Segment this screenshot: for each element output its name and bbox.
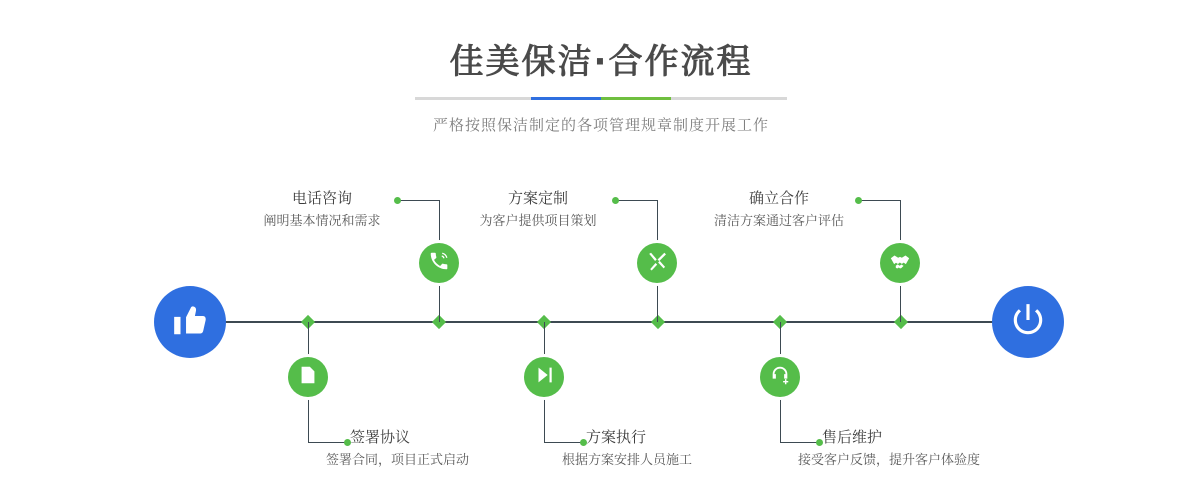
document-edit-icon <box>297 364 319 391</box>
play-forward-icon <box>533 364 555 391</box>
headset-support-icon <box>769 364 791 391</box>
connector-line-step-3 <box>616 200 657 201</box>
step-desc: 根据方案安排人员施工 <box>562 453 693 468</box>
connector-dot-step-5 <box>855 197 862 204</box>
tools-icon <box>646 250 668 277</box>
phone-call-icon <box>428 250 450 277</box>
step-title: 方案执行 <box>586 428 647 446</box>
step-title: 售后维护 <box>822 428 883 446</box>
step-desc: 接受客户反馈，提升客户体验度 <box>798 453 981 468</box>
connector-line-step-1 <box>398 200 439 201</box>
start-node <box>154 286 226 358</box>
step-desc: 签署合同，项目正式启动 <box>326 453 470 468</box>
step-title: 方案定制 <box>507 189 568 207</box>
step-title: 签署协议 <box>350 428 411 446</box>
end-node <box>992 286 1064 358</box>
handshake-icon <box>889 250 911 277</box>
axis-node-marker <box>894 315 908 329</box>
page-title: 佳美保洁·合作流程 <box>449 42 753 82</box>
step-label-6 <box>798 427 1048 471</box>
step-label-4 <box>562 427 768 471</box>
step-label-3 <box>462 188 614 232</box>
page-subtitle: 严格按照保洁制定的各项管理规章制度开展工作 <box>432 116 769 134</box>
step-label-1 <box>248 188 396 232</box>
step-desc: 为客户提供项目策划 <box>479 214 597 229</box>
step-desc: 清洁方案通过客户评估 <box>713 214 844 229</box>
step-title: 电话咨询 <box>291 189 352 207</box>
step-icon-1[interactable] <box>419 243 459 283</box>
step-label-2 <box>326 427 532 471</box>
axis-node-marker <box>651 315 665 329</box>
step-icon-5[interactable] <box>880 243 920 283</box>
step-icon-2[interactable] <box>288 357 328 397</box>
thumbs-up-icon <box>171 301 209 344</box>
connector-line-step-5 <box>859 200 900 201</box>
step-icon-3[interactable] <box>637 243 677 283</box>
step-desc: 阐明基本情况和需求 <box>263 214 381 229</box>
step-label-5 <box>705 188 853 232</box>
step-icon-4[interactable] <box>524 357 564 397</box>
step-title: 确立合作 <box>748 189 809 207</box>
power-icon <box>1009 301 1047 344</box>
step-icon-6[interactable] <box>760 357 800 397</box>
